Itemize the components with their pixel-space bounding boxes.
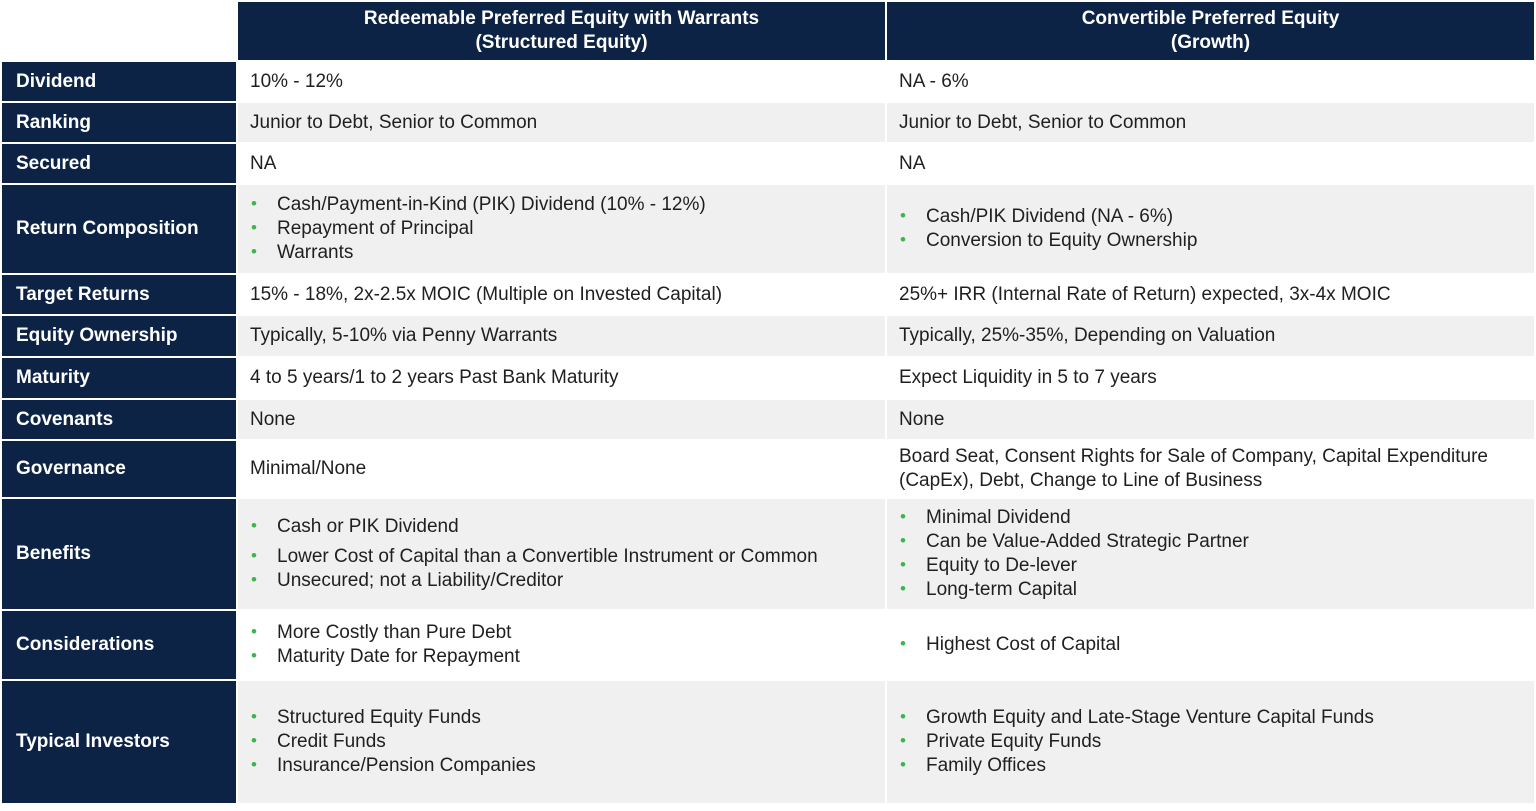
structured-cell: Minimal/None xyxy=(238,441,885,497)
growth-cell: Board Seat, Consent Rights for Sale of Company, Capital Expenditure (CapEx), Debt, Change to Line of Business xyxy=(887,441,1534,497)
list-item: • Cash or PIK Dividend xyxy=(250,515,873,539)
list-item: • Private Equity Funds xyxy=(899,730,1522,754)
growth-cell xyxy=(887,185,1534,273)
structured-cell xyxy=(238,681,885,803)
bullet-list xyxy=(250,706,873,778)
row-label: Ranking xyxy=(2,103,236,142)
structured-cell: Junior to Debt, Senior to Common xyxy=(238,103,885,142)
header-row xyxy=(2,2,1534,60)
list-item: • Insurance/Pension Companies xyxy=(250,754,873,778)
row-label: Governance xyxy=(2,441,236,497)
bullet-list xyxy=(899,706,1522,778)
row-label: Dividend xyxy=(2,62,236,101)
table-row-covenants xyxy=(2,400,1534,439)
column-subtitle: (Structured Equity) xyxy=(475,32,648,53)
list-item: • Structured Equity Funds xyxy=(250,706,873,730)
row-label: Covenants xyxy=(2,400,236,439)
list-item: • Conversion to Equity Ownership xyxy=(899,229,1522,253)
bullet-list xyxy=(899,205,1522,253)
list-item: • Growth Equity and Late-Stage Venture Capital Funds xyxy=(899,706,1522,730)
table-row-target-returns xyxy=(2,275,1534,314)
structured-cell: None xyxy=(238,400,885,439)
table-row-governance xyxy=(2,441,1534,497)
structured-cell xyxy=(238,611,885,679)
list-item: • Can be Value-Added Strategic Partner xyxy=(899,530,1522,554)
growth-cell: Typically, 25%-35%, Depending on Valuation xyxy=(887,316,1534,356)
list-item: • Credit Funds xyxy=(250,730,873,754)
corner-cell xyxy=(2,2,236,60)
bullet-list xyxy=(250,621,873,669)
bullet-list xyxy=(250,193,873,265)
structured-cell: NA xyxy=(238,144,885,183)
table-row-equity-ownership xyxy=(2,316,1534,356)
table-row-benefits xyxy=(2,499,1534,609)
row-label: Typical Investors xyxy=(2,681,236,803)
structured-cell: 15% - 18%, 2x-2.5x MOIC (Multiple on Invested Capital) xyxy=(238,275,885,314)
growth-cell xyxy=(887,681,1534,803)
structured-cell xyxy=(238,499,885,609)
growth-cell: NA xyxy=(887,144,1534,183)
row-label: Return Composition xyxy=(2,185,236,273)
table-row-secured xyxy=(2,144,1534,183)
growth-cell xyxy=(887,611,1534,679)
table-row-maturity xyxy=(2,358,1534,398)
column-subtitle: (Growth) xyxy=(1170,32,1251,53)
list-item: • Repayment of Principal xyxy=(250,217,873,241)
row-label: Target Returns xyxy=(2,275,236,314)
column-title: Redeemable Preferred Equity with Warrants xyxy=(363,8,760,29)
structured-cell xyxy=(238,185,885,273)
bullet-list xyxy=(250,515,873,593)
bullet-list xyxy=(899,506,1522,602)
column-header-structured-equity xyxy=(238,2,885,60)
row-label: Equity Ownership xyxy=(2,316,236,356)
table-row-ranking xyxy=(2,103,1534,142)
row-label: Maturity xyxy=(2,358,236,398)
table-row-dividend xyxy=(2,62,1534,101)
list-item: • Long-term Capital xyxy=(899,578,1522,602)
row-label: Considerations xyxy=(2,611,236,679)
row-label: Benefits xyxy=(2,499,236,609)
structured-cell: 10% - 12% xyxy=(238,62,885,101)
growth-cell: Junior to Debt, Senior to Common xyxy=(887,103,1534,142)
list-item: • Cash/Payment-in-Kind (PIK) Dividend (10% - 12%) xyxy=(250,193,873,217)
list-item: • More Costly than Pure Debt xyxy=(250,621,873,645)
bullet-list xyxy=(899,633,1522,657)
list-item: • Maturity Date for Repayment xyxy=(250,645,873,669)
list-item: • Warrants xyxy=(250,241,873,265)
growth-cell: None xyxy=(887,400,1534,439)
list-item: • Family Offices xyxy=(899,754,1522,778)
growth-cell: Expect Liquidity in 5 to 7 years xyxy=(887,358,1534,398)
growth-cell: NA - 6% xyxy=(887,62,1534,101)
structured-cell: Typically, 5-10% via Penny Warrants xyxy=(238,316,885,356)
list-item: • Minimal Dividend xyxy=(899,506,1522,530)
table-row-return-composition xyxy=(2,185,1534,273)
table-row-typical-investors xyxy=(2,681,1534,803)
growth-cell xyxy=(887,499,1534,609)
growth-cell: 25%+ IRR (Internal Rate of Return) expected, 3x-4x MOIC xyxy=(887,275,1534,314)
column-header-growth xyxy=(887,2,1534,60)
list-item: • Equity to De-lever xyxy=(899,554,1522,578)
list-item: • Lower Cost of Capital than a Convertible Instrument or Common xyxy=(250,545,873,569)
list-item: • Unsecured; not a Liability/Creditor xyxy=(250,569,873,593)
table-row-considerations xyxy=(2,611,1534,679)
column-title: Convertible Preferred Equity xyxy=(1081,8,1340,29)
row-label: Secured xyxy=(2,144,236,183)
structured-cell: 4 to 5 years/1 to 2 years Past Bank Maturity xyxy=(238,358,885,398)
list-item: • Highest Cost of Capital xyxy=(899,633,1522,657)
list-item: • Cash/PIK Dividend (NA - 6%) xyxy=(899,205,1522,229)
